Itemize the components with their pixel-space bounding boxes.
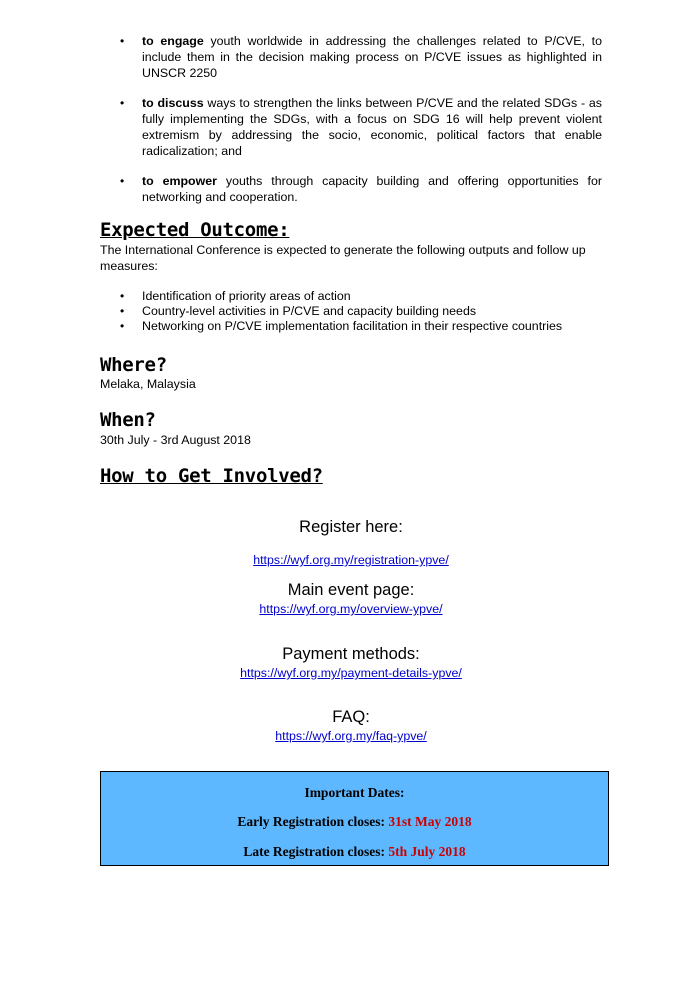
bullet-icon: • — [120, 319, 125, 333]
expected-outcome-intro: The International Conference is expected to generate the following outputs and follow up measures: — [100, 243, 586, 273]
important-dates-box — [100, 771, 609, 866]
early-registration-label: Early Registration closes: — [237, 814, 389, 829]
outcome-list — [100, 289, 602, 334]
main-event-heading: Main event page: — [287, 581, 415, 599]
outcome-text: Networking on P/CVE implementation facilitation in their respective countries — [142, 319, 563, 333]
bullet-icon: • — [120, 289, 125, 303]
important-dates-title: Important Dates: — [304, 785, 405, 800]
outcome-text: Country-level activities in P/CVE and capacity building needs — [142, 304, 477, 318]
how-to-get-involved-heading: How to Get Involved? — [100, 465, 323, 487]
objective-item — [100, 33, 602, 81]
register-link[interactable]: https://wyf.org.my/registration-ypve/ — [253, 553, 449, 567]
faq-heading: FAQ: — [332, 708, 370, 726]
objective-text: youth worldwide in addressing the challenges related to P/CVE, to include them in the decision making process on P/CVE issues as highlighted in UNSCR 2250 — [142, 34, 602, 80]
outcome-item — [100, 289, 602, 304]
when-heading: When? — [100, 409, 156, 431]
bullet-icon: • — [120, 304, 125, 318]
objective-text: ways to strengthen the links between P/CVE and the related SDGs - as fully implementing the SDGs, with a focus on SDG 16 will help prevent violent extremism by addressing the socio, economic, political factors that enable radicalization; and — [142, 96, 602, 158]
where-heading: Where? — [100, 354, 167, 376]
faq-link[interactable]: https://wyf.org.my/faq-ypve/ — [275, 729, 427, 743]
objective-keyword: to empower — [142, 174, 217, 188]
objectives-list — [100, 33, 602, 219]
objective-text: youths through capacity building and offering opportunities for networking and cooperation. — [142, 174, 602, 204]
late-registration-line — [101, 844, 608, 860]
payment-link[interactable]: https://wyf.org.my/payment-details-ypve/ — [240, 666, 462, 680]
outcome-text: Identification of priority areas of action — [142, 289, 351, 303]
bullet-icon: • — [120, 34, 125, 48]
outcome-item — [100, 319, 602, 334]
bullet-icon: • — [120, 96, 125, 110]
payment-heading: Payment methods: — [282, 645, 420, 663]
objective-item — [100, 95, 602, 159]
register-heading: Register here: — [299, 518, 403, 536]
late-registration-label: Late Registration closes: — [243, 844, 389, 859]
when-text: 30th July - 3rd August 2018 — [100, 433, 251, 447]
late-registration-date: 5th July 2018 — [388, 844, 466, 859]
objective-keyword: to engage — [142, 34, 204, 48]
main-event-link[interactable]: https://wyf.org.my/overview-ypve/ — [259, 602, 443, 616]
bullet-icon: • — [120, 174, 125, 188]
expected-outcome-heading: Expected Outcome: — [100, 219, 290, 241]
where-text: Melaka, Malaysia — [100, 377, 196, 391]
early-registration-date: 31st May 2018 — [388, 814, 472, 829]
objective-keyword: to discuss — [142, 96, 204, 110]
early-registration-line — [101, 814, 608, 830]
outcome-item — [100, 304, 602, 319]
objective-item — [100, 173, 602, 205]
